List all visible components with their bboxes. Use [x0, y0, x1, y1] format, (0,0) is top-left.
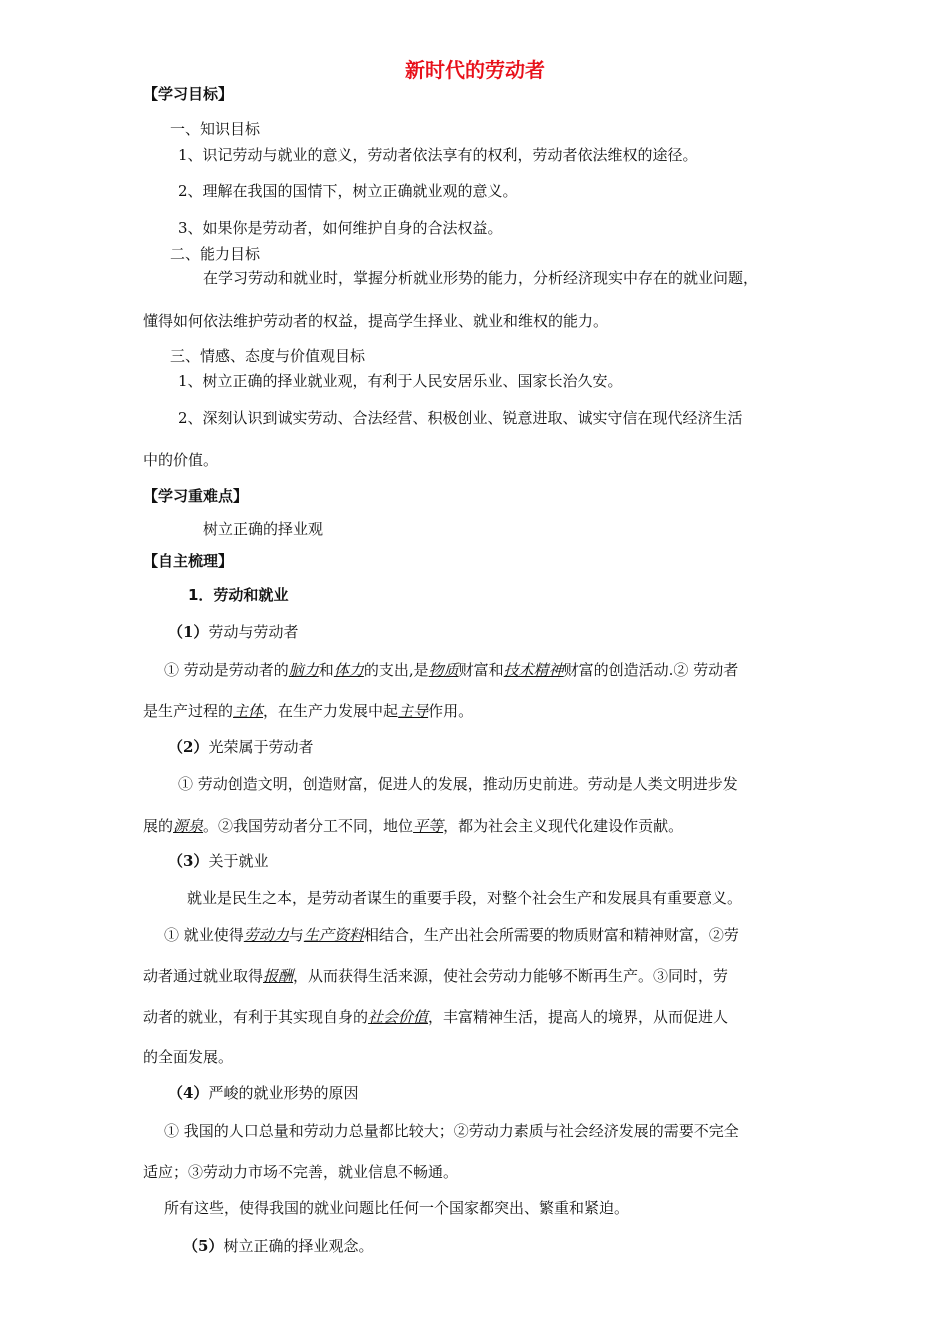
text-run: 和: [318, 661, 334, 679]
paragraph-line: [143, 966, 728, 986]
subsection-heading: [168, 1083, 358, 1103]
paragraph-line: [164, 660, 738, 680]
answer-blank: 报酬: [263, 967, 294, 985]
page-title: 新时代的劳动者: [405, 58, 545, 82]
text-run: 。②我国劳动者分工不同，地位: [203, 817, 414, 835]
paragraph-line: [164, 925, 739, 945]
text-run: ，在生产力发展中起: [263, 702, 399, 720]
paragraph-line: 的全面发展。: [143, 1048, 234, 1066]
subsection-number: （1）: [168, 623, 209, 641]
paragraph-line: 适应；③劳动力市场不完善，就业信息不畅通。: [143, 1163, 459, 1181]
subsection-heading: [168, 737, 313, 757]
subsection-heading: [168, 622, 298, 642]
objectives-header: 【学习目标】: [143, 85, 234, 103]
knowledge-item: 2、理解在我国的国情下，树立正确就业观的意义。: [178, 182, 518, 200]
emotion-item-cont: 中的价值。: [143, 451, 219, 469]
answer-blank: 主体: [233, 702, 264, 720]
keypoints-text: 树立正确的择业观: [203, 520, 324, 538]
ability-text-line: 懂得如何依法维护劳动者的权益，提高学生择业、就业和维权的能力。: [143, 312, 609, 330]
knowledge-label: 一、知识目标: [170, 120, 261, 138]
text-run: 动者通过就业取得: [143, 967, 264, 985]
answer-blank: 体力: [333, 661, 364, 679]
text-run: 的支出,是: [363, 661, 429, 679]
subsection-label: 光荣属于劳动者: [208, 738, 314, 756]
text-run: 是生产过程的: [143, 702, 234, 720]
review-header: 【自主梳理】: [143, 552, 234, 570]
text-run: 与: [288, 926, 304, 944]
paragraph-line: [143, 1007, 728, 1027]
paragraph-line: [143, 816, 683, 836]
subsection-number: （5）: [183, 1237, 224, 1255]
subsection-label: 关于就业: [208, 852, 269, 870]
emotion-label: 三、情感、态度与价值观目标: [170, 347, 366, 365]
emotion-item: 2、深刻认识到诚实劳动、合法经营、积极创业、锐意进取、诚实守信在现代经济生活: [178, 409, 743, 427]
text-run: 动者的就业，有利于其实现自身的: [143, 1008, 369, 1026]
answer-blank: 物质: [428, 661, 459, 679]
paragraph-line: 就业是民生之本，是劳动者谋生的重要手段，对整个社会生产和发展具有重要意义。: [187, 889, 743, 907]
text-run: 财富和: [458, 661, 504, 679]
answer-blank: 技术精神: [503, 661, 564, 679]
knowledge-item: 1、识记劳动与就业的意义，劳动者依法享有的权利，劳动者依法维权的途径。: [178, 146, 698, 164]
paragraph-line: ① 我国的人口总量和劳动力总量都比较大；②劳动力素质与社会经济发展的需要不完全: [164, 1122, 739, 1140]
ability-label: 二、能力目标: [170, 245, 261, 263]
text-run: ，从而获得生活来源，使社会劳动力能够不断再生产。③同时，劳: [293, 967, 729, 985]
answer-blank: 劳动力: [243, 926, 289, 944]
subsection-heading: [168, 851, 268, 871]
answer-blank: 脑力: [288, 661, 319, 679]
text-run: 相结合，生产出社会所需要的物质财富和精神财富，②劳: [363, 926, 739, 944]
text-run: 展的: [143, 817, 174, 835]
text-run: ，都为社会主义现代化建设作贡献。: [443, 817, 684, 835]
keypoints-header: 【学习重难点】: [143, 487, 249, 505]
paragraph-line: [143, 701, 473, 721]
paragraph-line: ① 劳动创造文明，创造财富，促进人的发展，推动历史前进。劳动是人类文明进步发: [178, 775, 738, 793]
answer-blank: 社会价值: [368, 1008, 429, 1026]
ability-text-line: 在学习劳动和就业时，掌握分析就业形势的能力，分析经济现实中存在的就业问题，: [203, 269, 759, 287]
answer-blank: 平等: [413, 817, 444, 835]
answer-blank: 生产资料: [303, 926, 364, 944]
knowledge-item: 3、如果你是劳动者，如何维护自身的合法权益。: [178, 219, 503, 237]
section-heading: 1．劳动和就业: [188, 586, 289, 604]
paragraph-line: 所有这些，使得我国的就业问题比任何一个国家都突出、繁重和紧迫。: [164, 1199, 630, 1217]
subsection-number: （4）: [168, 1084, 209, 1102]
subsection-label: 严峻的就业形势的原因: [208, 1084, 359, 1102]
subsection-number: （2）: [168, 738, 209, 756]
subsection-heading: [183, 1236, 373, 1256]
subsection-label: 树立正确的择业观念。: [223, 1237, 374, 1255]
text-run: ① 就业使得: [164, 926, 244, 944]
text-run: 财富的创造活动.② 劳动者: [563, 661, 739, 679]
answer-blank: 主导: [398, 702, 429, 720]
subsection-label: 劳动与劳动者: [208, 623, 299, 641]
answer-blank: 源泉: [173, 817, 204, 835]
text-run: 作用。: [428, 702, 474, 720]
emotion-item: 1、树立正确的择业就业观，有利于人民安居乐业、国家长治久安。: [178, 372, 623, 390]
text-run: ，丰富精神生活，提高人的境界，从而促进人: [428, 1008, 729, 1026]
subsection-number: （3）: [168, 852, 209, 870]
text-run: ① 劳动是劳动者的: [164, 661, 289, 679]
